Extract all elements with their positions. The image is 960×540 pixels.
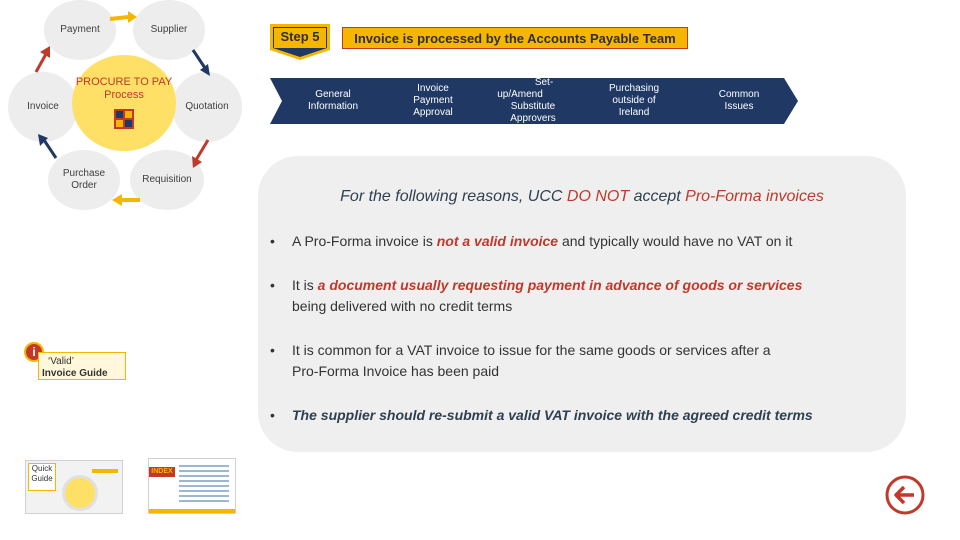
nav-approval-line1: Invoice [417,83,449,94]
b1-c: and typically would have no VAT on it [558,233,793,249]
back-arrow-icon [884,474,926,516]
nav-issues-line1: Common [718,89,760,100]
bullet-3-text [292,340,771,382]
b3-b: Pro-Forma Invoice has been paid [292,363,499,379]
bullet-1-text [292,231,792,252]
node-requisition-label: Requisition [142,174,192,185]
nav-approval-line2: Payment [413,95,453,106]
valid-guide-line1: ‘Valid’ [48,356,74,367]
node-purchase-order-line2: Order [71,180,97,191]
quick-guide-bar-icon [92,469,118,473]
arrow-invoice-to-payment-icon [36,46,50,72]
step-banner-text: Invoice is processed by the Accounts Payable Team [354,30,676,46]
b3-a: It is common for a VAT invoice to issue for the same goods or services after a [292,342,771,358]
quick-guide-thumbnail[interactable] [25,460,123,514]
arrow-supplier-to-quotation-icon [193,50,210,76]
nav-issues-line2: Issues [724,101,754,112]
arrow-requisition-to-po-icon [112,194,140,206]
back-button[interactable] [884,474,926,516]
nav-ireland-line1: Purchasing [608,83,660,94]
headline-pro-forma: Pro-Forma invoices [685,188,824,205]
arrow-payment-to-supplier-icon [110,11,137,23]
nav-general-line2: Information [307,101,359,112]
center-line1: PROCURE TO PAY [75,76,173,88]
index-label [149,467,175,477]
index-lines-icon [179,465,229,505]
quick-guide-cycle-icon [62,475,98,511]
headline-part-c: accept [629,188,686,205]
bullet-1 [270,231,890,253]
headline-part-a: For the following reasons, UCC [340,188,567,205]
quick-guide-line1: Quick [31,464,53,473]
center-line2: Process [104,89,144,101]
cycle-arrows [0,0,250,215]
quick-guide-label-box [28,463,56,491]
bullet-4-text: The supplier should re-submit a valid VAT invoice with the agreed credit terms [292,407,813,423]
headline-do-not: DO NOT [566,188,630,205]
bullet-dot: • [270,342,275,358]
valid-invoice-guide-link[interactable] [20,338,130,382]
nav-ireland-line3: Ireland [618,107,650,118]
b1-not-valid: not a valid invoice [436,233,559,249]
nav-ireland-line2: outside of [612,95,656,106]
index-label-text: INDEX [151,468,173,475]
info-icon-char: i [32,345,36,359]
bullet-3 [270,340,890,384]
node-supplier-label: Supplier [150,24,188,35]
quick-guide-line2: Guide [31,474,53,483]
b2-a: It is [292,277,318,293]
valid-guide-line2: Invoice Guide [42,368,108,379]
nav-approval-line3: Approval [413,107,453,118]
node-purchase-order-line1: Purchase [62,168,106,179]
nav-substitute-line2: Substitute [510,101,556,112]
step-label: Step 5 [280,29,320,44]
step-banner [342,27,688,49]
bullet-4 [270,405,890,427]
bullet-dot: • [270,407,275,423]
bullet-dot: • [270,233,275,249]
nav-substitute-line3: Approvers [510,113,556,124]
index-thumbnail[interactable] [148,458,236,514]
b1-a: A Pro-Forma invoice is [292,233,437,249]
bullet-dot: • [270,277,275,293]
panel-headline [258,188,906,206]
arrow-po-to-invoice-icon [38,134,56,158]
index-bottom-bar [149,509,235,513]
arrow-quotation-to-requisition-icon [192,140,208,168]
node-invoice-label: Invoice [27,101,59,112]
step-badge [270,24,330,60]
b2-document: a document usually requesting payment in advance of goods or services [317,277,803,293]
nav-substitute-line1: Set-up/Amend [497,77,554,100]
b2-c: being delivered with no credit terms [292,298,513,314]
node-quotation-label: Quotation [185,101,229,112]
bullet-2 [270,275,890,319]
nav-general-line1: General [315,89,351,100]
bullet-2-text [292,275,802,317]
node-payment-label: Payment [60,24,100,35]
